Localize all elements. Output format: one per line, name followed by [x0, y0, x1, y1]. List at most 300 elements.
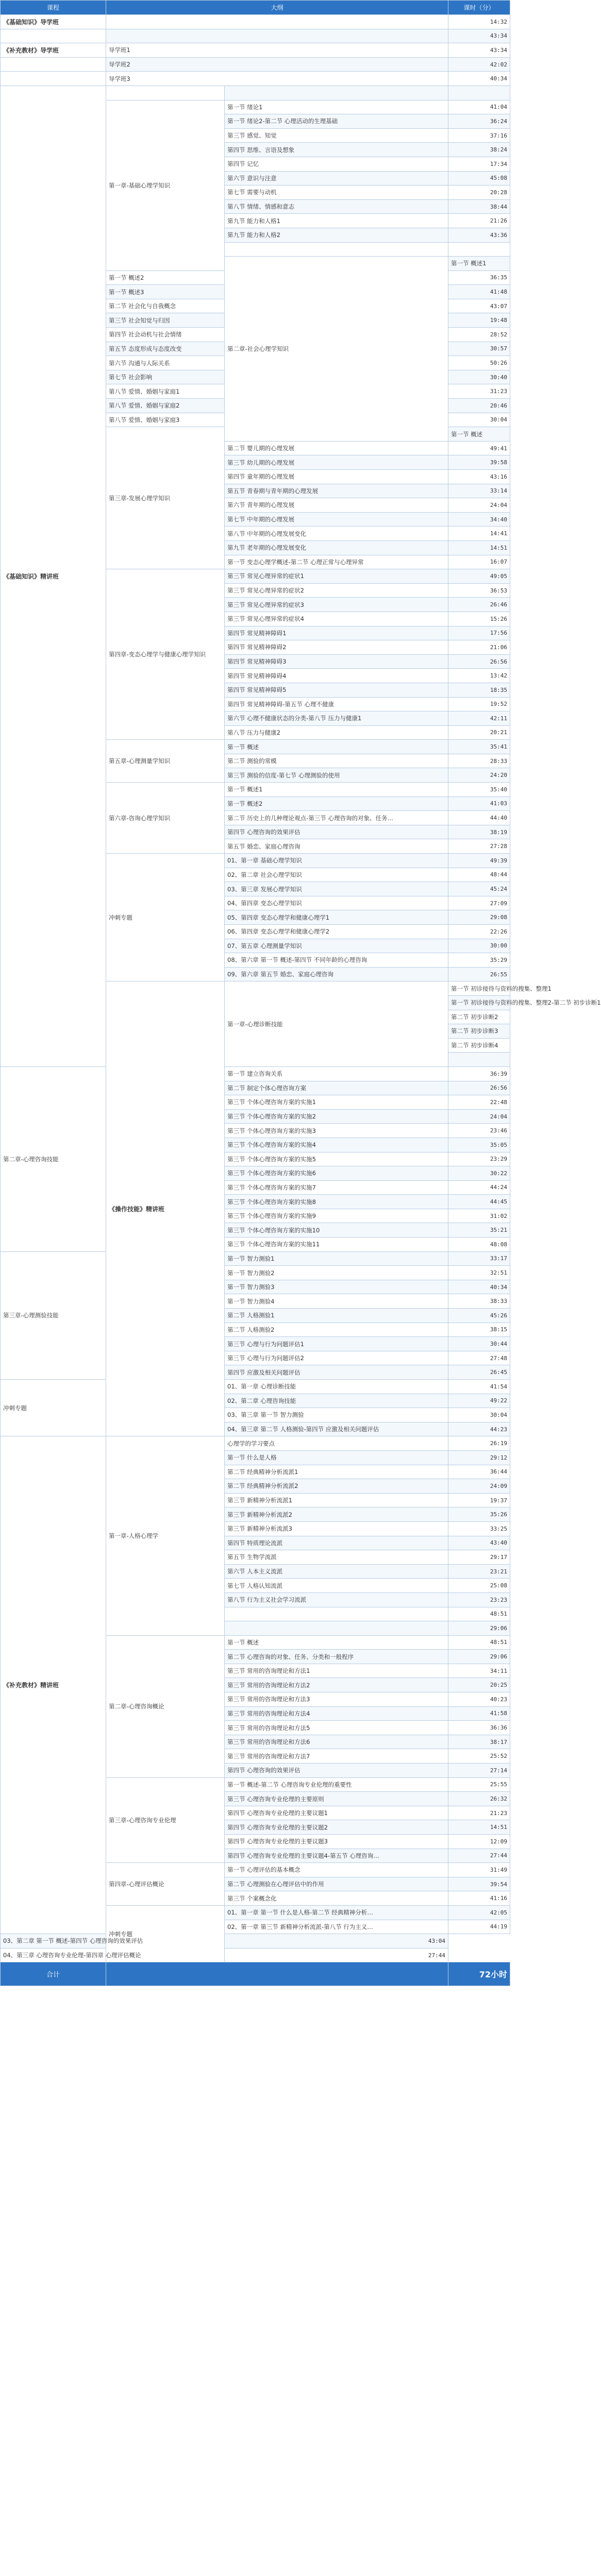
table-row [1, 1251, 510, 1266]
lesson-title-cell: 第一节 初诊接待与资料的搜集、整理2-第二节 初步诊断1 [448, 995, 510, 1010]
duration-cell: 48:51 [448, 1607, 510, 1621]
total-spacer [106, 1962, 448, 1986]
lesson-title-cell: 第一节 变态心理学概述-第二节 心理正常与心理异常 [225, 555, 448, 569]
duration-cell: 35:29 [448, 953, 510, 968]
lesson-title-cell: 第四节 常见精神障碍-第五节 心理不健康 [225, 697, 448, 711]
duration-cell: 40:23 [448, 1692, 510, 1707]
duration-cell: 20:46 [448, 399, 510, 413]
lesson-title-cell: 第三节 心理与行为问题评估2 [225, 1351, 448, 1365]
duration-cell: 41:16 [448, 1891, 510, 1906]
lesson-title-cell: 第二节 初步诊断3 [448, 1024, 510, 1039]
duration-cell: 49:39 [448, 854, 510, 868]
duration-cell: 30:00 [448, 939, 510, 953]
duration-cell: 19:37 [448, 1493, 510, 1507]
lesson-title-cell: 第三节 常用的咨询理论和方法1 [225, 1664, 448, 1678]
lesson-title-cell: 第一节 概述1 [448, 257, 510, 271]
lesson-title-cell: 第三节 新精神分析流派1 [225, 1493, 448, 1507]
duration-cell: 44:23 [448, 1422, 510, 1436]
duration-cell: 38:15 [448, 1323, 510, 1337]
lesson-title-cell: 第二节 初步诊断4 [448, 1038, 510, 1053]
duration-cell: 12:09 [448, 1835, 510, 1849]
duration-cell: 41:54 [448, 1380, 510, 1394]
duration-cell: 35:26 [448, 1507, 510, 1522]
duration-cell: 24:20 [448, 768, 510, 783]
duration-cell: 44:19 [448, 1920, 510, 1934]
duration-cell: 13:42 [448, 669, 510, 683]
duration-cell [448, 86, 510, 100]
duration-cell: 39:58 [448, 455, 510, 470]
duration-cell: 34:40 [448, 512, 510, 527]
duration-cell: 44:40 [448, 811, 510, 825]
lesson-title-cell: 第三节 常用的咨询理论和方法3 [225, 1692, 448, 1707]
duration-cell: 26:46 [448, 598, 510, 612]
lesson-title-cell: 第一节 智力测验4 [225, 1294, 448, 1309]
table-header-row [1, 1, 510, 15]
lesson-title-cell: 第三节 个体心理咨询方案的实施3 [225, 1124, 448, 1138]
lesson-title-cell: 第二节 社会化与自我概念 [106, 299, 225, 313]
duration-cell: 16:07 [448, 555, 510, 569]
chapter-name-cell: 第三章-发展心理学知识 [106, 427, 225, 569]
duration-cell: 38:17 [448, 1735, 510, 1749]
duration-cell: 26:32 [448, 1792, 510, 1806]
duration-cell: 24:04 [448, 1109, 510, 1124]
lesson-title-cell: 第三节 常用的咨询理论和方法7 [225, 1749, 448, 1764]
lesson-title-cell: 第三节 社会知觉与归因 [106, 313, 225, 328]
lesson-title-cell: 第五节 青春期与青年期的心理发展 [225, 484, 448, 498]
total-duration: 72小时 [448, 1962, 510, 1986]
duration-cell: 36:24 [448, 114, 510, 129]
duration-cell: 24:09 [448, 1479, 510, 1494]
duration-cell: 27:44 [448, 1849, 510, 1863]
lesson-title-cell: 02、第一章 第三节 新精神分析流派-第八节 行为主义… [225, 1920, 448, 1934]
chapter-name-cell: 第一章-基础心理学知识 [106, 100, 225, 270]
duration-cell: 40:34 [448, 72, 510, 86]
duration-cell: 27:28 [448, 839, 510, 854]
duration-cell: 36:35 [448, 270, 510, 285]
duration-cell: 49:41 [448, 441, 510, 455]
lesson-title-cell: 第八节 爱情、婚姻与家庭2 [106, 399, 225, 413]
lesson-title-cell [225, 1621, 448, 1636]
lesson-title-cell: 01、第一章 基础心理学知识 [225, 854, 448, 868]
duration-cell: 35:05 [448, 1138, 510, 1152]
duration-cell: 35:40 [448, 783, 510, 797]
lesson-title-cell: 第四节 常见精神障碍1 [225, 626, 448, 640]
lesson-title-cell: 第三节 新精神分析流派3 [225, 1521, 448, 1536]
duration-cell: 44:24 [448, 1180, 510, 1195]
duration-cell: 23:46 [448, 1124, 510, 1138]
lesson-title-cell: 第五节 生物学流派 [225, 1550, 448, 1565]
duration-cell: 30:04 [448, 1408, 510, 1422]
table-row [1, 1066, 510, 1081]
lesson-title-cell: 第四节 心理咨询专业伦理的主要议题3 [225, 1835, 448, 1849]
chapter-name-cell: 第二章-心理咨询概论 [106, 1635, 225, 1777]
lesson-title-cell: 第一节 初诊接待与资料的搜集、整理1 [448, 981, 510, 996]
lesson-title-cell: 第一节 什么是人格 [225, 1450, 448, 1465]
lesson-title-cell: 04、第三章 心理咨询专业伦理-第四章 心理评估概论 [1, 1948, 106, 1962]
duration-cell: 50:26 [448, 356, 510, 370]
duration-cell: 43:16 [448, 470, 510, 484]
duration-cell: 27:14 [448, 1764, 510, 1778]
lesson-title-cell: 第五节 婚恋、家庭心理咨询 [225, 839, 448, 854]
lesson-title-cell: 第八节 爱情、婚姻与家庭3 [106, 413, 225, 427]
chapter-name-cell: 冲刺专题 [1, 1380, 106, 1436]
duration-cell: 22:48 [448, 1095, 510, 1110]
duration-cell: 42:02 [448, 57, 510, 72]
duration-cell: 42:05 [448, 1905, 510, 1920]
lesson-title-cell: 03、第三章 发展心理学知识 [225, 882, 448, 896]
duration-cell: 26:55 [448, 967, 510, 981]
lesson-title-cell: 第九节 能力和人格1 [225, 214, 448, 228]
duration-cell: 43:40 [448, 1536, 510, 1550]
lesson-title-cell: 第二节 人格测验2 [225, 1323, 448, 1337]
duration-cell: 33:17 [448, 1251, 510, 1266]
lesson-title-cell [448, 242, 510, 257]
duration-cell: 41:48 [448, 285, 510, 299]
chapter-name-cell [106, 86, 225, 100]
lesson-title-cell: 第八节 爱情、婚姻与家庭1 [106, 384, 225, 399]
lesson-title-cell: 第八节 中年期的心理发展变化 [225, 527, 448, 541]
duration-cell: 30:04 [448, 413, 510, 427]
duration-cell: 33:14 [448, 484, 510, 498]
duration-cell: 31:02 [448, 1209, 510, 1223]
lesson-title-cell: 第三节 常见心理异常的症状3 [225, 598, 448, 612]
lesson-title-cell: 第九节 老年期的心理发展变化 [225, 540, 448, 555]
chapter-name-cell: 第一章-心理诊断技能 [225, 981, 448, 1067]
table-row [1, 29, 510, 43]
lesson-title-cell: 第四节 常见精神障碍5 [225, 683, 448, 697]
chapter-name-cell: 第三章-心理咨询专业伦理 [106, 1777, 225, 1863]
duration-cell: 39:54 [448, 1877, 510, 1891]
lesson-title-cell: 第一节 智力测验1 [225, 1251, 448, 1266]
lesson-title-cell: 第四节 常见精神障碍3 [225, 654, 448, 669]
duration-cell: 37:16 [448, 128, 510, 143]
duration-cell: 43:07 [448, 299, 510, 313]
table-row [1, 1948, 510, 1962]
duration-column-header: 课时（分） [448, 1, 510, 15]
chapter-name-cell: 第二章-心理咨询技能 [1, 1066, 106, 1251]
course-name-cell: 《基础知识》导学班 [1, 15, 106, 29]
duration-cell: 41:04 [448, 100, 510, 114]
duration-cell: 18:35 [448, 683, 510, 697]
duration-cell: 44:45 [448, 1195, 510, 1209]
table-row [1, 57, 510, 72]
lesson-title-cell: 第三节 常见心理异常的症状1 [225, 569, 448, 584]
total-label: 合计 [1, 1962, 106, 1986]
duration-cell: 26:45 [448, 1365, 510, 1380]
table-row [1, 72, 510, 86]
duration-cell: 43:36 [448, 228, 510, 242]
lesson-title-cell: 第二节 人格测验1 [225, 1309, 448, 1323]
lesson-title-cell: 第三节 常用的咨询理论和方法2 [225, 1678, 448, 1692]
lesson-title-cell: 03、第二章 第一节 概述-第四节 心理咨询的效果评估 [1, 1934, 106, 1948]
lesson-title-cell: 第一节 概述-第二节 心理咨询专业伦理的重要性 [225, 1777, 448, 1792]
lesson-title-cell: 第三节 个体心理咨询方案的实施10 [225, 1223, 448, 1238]
lesson-title-cell: 第五节 态度形成与态度改变 [106, 342, 225, 356]
duration-cell: 30:44 [448, 1337, 510, 1351]
duration-cell: 30:57 [448, 342, 510, 356]
duration-cell: 32:51 [448, 1266, 510, 1280]
duration-cell: 29:08 [448, 910, 510, 925]
lesson-title-cell: 第一节 概述 [225, 1635, 448, 1650]
lesson-title-cell: 第三节 常用的咨询理论和方法4 [225, 1706, 448, 1721]
duration-cell: 34:11 [448, 1664, 510, 1678]
duration-cell: 31:49 [448, 1863, 510, 1877]
lesson-title-cell: 第八节 行为主义社会学习流派 [225, 1592, 448, 1607]
lesson-title-cell: 04、第三章 第二节 人格测验-第四节 应激及相关问题评估 [225, 1422, 448, 1436]
lesson-title-cell: 08、第六章 第一节 概述-第四节 不同年龄的心理咨询 [225, 953, 448, 968]
lesson-title-cell: 第四节 应激及相关问题评估 [225, 1365, 448, 1380]
lesson-title-cell: 第四节 心理咨询的效果评估 [225, 1764, 448, 1778]
duration-cell: 23:29 [448, 1152, 510, 1166]
lesson-title-cell [106, 15, 448, 29]
duration-cell: 20:21 [448, 725, 510, 740]
duration-cell: 14:41 [448, 527, 510, 541]
duration-cell: 36:36 [448, 1721, 510, 1735]
duration-cell: 14:51 [448, 540, 510, 555]
duration-cell: 35:21 [448, 1223, 510, 1238]
chapter-name-cell [225, 242, 448, 257]
duration-cell: 29:06 [448, 1650, 510, 1664]
table-row [1, 15, 510, 29]
lesson-title-cell: 第四节 心理咨询的效果评估 [225, 825, 448, 839]
lesson-title-cell [225, 86, 448, 100]
duration-cell: 40:34 [448, 1280, 510, 1294]
chapter-name-cell: 冲刺专题 [106, 1905, 225, 1962]
lesson-title-cell: 第四节 心理咨询专业伦理的主要议题2 [225, 1820, 448, 1835]
table-row [1, 1436, 510, 1451]
duration-cell: 26:56 [448, 1081, 510, 1095]
lesson-title-cell: 第一节 建立咨询关系 [225, 1066, 448, 1081]
lesson-title-cell: 第七节 中年期的心理发展 [225, 512, 448, 527]
lesson-title-cell: 第四节 社会动机与社会情绪 [106, 328, 225, 342]
chapter-name-cell: 第三章-心理测验技能 [1, 1251, 106, 1379]
lesson-title-cell: 第一节 概述 [448, 427, 510, 442]
lesson-title-cell: 第三节 测验的信度-第七节 心理测验的使用 [225, 768, 448, 783]
course-name-cell: 《补充教材》精讲班 [1, 1436, 106, 1934]
duration-cell: 38:44 [448, 199, 510, 214]
table-row [1, 1934, 510, 1948]
duration-cell: 49:22 [448, 1394, 510, 1408]
lesson-title-cell: 第八节 压力与健康2 [225, 725, 448, 740]
lesson-title-cell: 03、第三章 第一节 智力测验 [225, 1408, 448, 1422]
duration-cell: 36:53 [448, 583, 510, 598]
lesson-title-cell: 第一节 心理评估的基本概念 [225, 1863, 448, 1877]
outline-column-header: 大纲 [106, 1, 448, 15]
duration-cell: 48:51 [448, 1635, 510, 1650]
lesson-title-cell: 第三节 个体心理咨询方案的实施11 [225, 1238, 448, 1252]
lesson-title-cell: 02、第二章 心理咨询技能 [225, 1394, 448, 1408]
lesson-title-cell: 第三节 个案概念化 [225, 1891, 448, 1906]
duration-cell: 45:26 [448, 1309, 510, 1323]
lesson-title-cell: 第六节 青年期的心理发展 [225, 498, 448, 513]
duration-cell: 38:19 [448, 825, 510, 839]
lesson-title-cell: 第三节 个体心理咨询方案的实施8 [225, 1195, 448, 1209]
lesson-title-cell: 第六节 沟通与人际关系 [106, 356, 225, 370]
duration-cell: 28:33 [448, 754, 510, 768]
table-row [1, 86, 510, 100]
lesson-title-cell: 01、第一章 心理诊断技能 [225, 1380, 448, 1394]
duration-cell: 43:34 [448, 43, 510, 58]
lesson-title-cell: 01、第一章 第一节 什么是人格-第二节 经典精神分析… [225, 1905, 448, 1920]
duration-cell: 49:05 [448, 569, 510, 584]
lesson-title-cell [106, 29, 448, 43]
duration-cell: 23:21 [448, 1564, 510, 1579]
course-name-cell [1, 72, 106, 86]
lesson-title-cell: 02、第二章 社会心理学知识 [225, 868, 448, 882]
lesson-title-cell: 07、第五章 心理测量学知识 [225, 939, 448, 953]
lesson-title-cell: 第八节 情绪、情感和意志 [225, 199, 448, 214]
duration-cell: 27:48 [448, 1351, 510, 1365]
table-row [1, 43, 510, 58]
duration-cell: 27:09 [448, 896, 510, 910]
course-name-cell [1, 29, 106, 43]
course-name-cell: 《操作技能》精讲班 [106, 981, 225, 1436]
duration-cell: 17:34 [448, 157, 510, 171]
lesson-title-cell: 第九节 能力和人格2 [225, 228, 448, 242]
chapter-name-cell: 第五章-心理测量学知识 [106, 740, 225, 783]
lesson-title-cell: 第三节 常见心理异常的症状4 [225, 612, 448, 626]
lesson-title-cell: 第三节 个体心理咨询方案的实施5 [225, 1152, 448, 1166]
lesson-title-cell: 第三节 个体心理咨询方案的实施7 [225, 1180, 448, 1195]
lesson-title-cell: 心理学的学习要点 [225, 1436, 448, 1451]
lesson-title-cell: 05、第四章 变态心理学和健康心理学1 [225, 910, 448, 925]
lesson-title-cell: 第三节 心理咨询专业伦理的主要原则 [225, 1792, 448, 1806]
duration-cell: 30:40 [448, 370, 510, 384]
duration-cell: 45:08 [448, 171, 510, 185]
lesson-title-cell: 第一节 绪论2-第二节 心理活动的生理基础 [225, 114, 448, 129]
duration-cell: 28:52 [448, 328, 510, 342]
duration-cell: 20:25 [448, 1678, 510, 1692]
lesson-title-cell: 第三节 个体心理咨询方案的实施4 [225, 1138, 448, 1152]
chapter-name-cell: 第一章-人格心理学 [106, 1436, 225, 1635]
lesson-title-cell: 第一节 概述 [225, 740, 448, 754]
duration-cell: 14:32 [448, 15, 510, 29]
lesson-title-cell: 第三节 常用的咨询理论和方法5 [225, 1721, 448, 1735]
duration-cell: 25:55 [448, 1777, 510, 1792]
duration-cell: 41:58 [448, 1706, 510, 1721]
lesson-title-cell: 第四节 童年期的心理发展 [225, 470, 448, 484]
duration-cell: 29:12 [448, 1450, 510, 1465]
lesson-title-cell: 06、第四章 变态心理学和健康心理学2 [225, 925, 448, 939]
course-name-cell: 《基础知识》精讲班 [1, 86, 106, 1066]
chapter-name-cell: 第四章-心理评估概论 [106, 1863, 225, 1906]
duration-cell: 21:23 [448, 1806, 510, 1820]
lesson-title-cell: 第三节 个体心理咨询方案的实施2 [225, 1109, 448, 1124]
duration-cell: 43:34 [448, 29, 510, 43]
lesson-title-cell: 第三节 新精神分析流派2 [225, 1507, 448, 1522]
duration-cell: 23:23 [448, 1592, 510, 1607]
lesson-title-cell: 第四节 常见精神障碍4 [225, 669, 448, 683]
lesson-title-cell: 09、第六章 第五节 婚恋、家庭心理咨询 [225, 967, 448, 981]
duration-cell: 17:56 [448, 626, 510, 640]
lesson-title-cell: 第七节 需要与动机 [225, 185, 448, 200]
lesson-title-cell: 导学班2 [106, 57, 448, 72]
lesson-title-cell: 导学班1 [106, 43, 448, 58]
duration-cell: 19:52 [448, 697, 510, 711]
duration-cell: 36:44 [448, 1465, 510, 1479]
lesson-title-cell: 第七节 人格认知流派 [225, 1579, 448, 1593]
lesson-title-cell: 第二节 心理测验在心理评估中的作用 [225, 1877, 448, 1891]
lesson-title-cell: 第二节 经典精神分析流派1 [225, 1465, 448, 1479]
lesson-title-cell: 第四节 常见精神障碍2 [225, 640, 448, 655]
chapter-name-cell: 第四章-变态心理学与健康心理学知识 [106, 569, 225, 740]
lesson-title-cell: 第一节 概述1 [225, 783, 448, 797]
lesson-title-cell: 第六节 心理不健康状态的分类-第八节 压力与健康1 [225, 711, 448, 726]
duration-cell: 25:52 [448, 1749, 510, 1764]
lesson-title-cell: 第四节 心理咨询专业伦理的主要议题4-第五节 心理咨询… [225, 1849, 448, 1863]
lesson-title-cell: 第二节 初步诊断2 [448, 1010, 510, 1024]
lesson-title-cell: 第四节 心理咨询专业伦理的主要议题1 [225, 1806, 448, 1820]
lesson-title-cell: 第一节 概述2 [106, 270, 225, 285]
duration-cell: 25:08 [448, 1579, 510, 1593]
lesson-title-cell: 第一节 智力测验2 [225, 1266, 448, 1280]
lesson-title-cell: 第二节 心理咨询的对象、任务、分类和一般程序 [225, 1650, 448, 1664]
duration-cell: 43:04 [225, 1934, 448, 1948]
table-row [1, 1380, 510, 1394]
lesson-title-cell: 第二节 经典精神分析流派2 [225, 1479, 448, 1494]
lesson-title-cell: 第三节 常见心理异常的症状2 [225, 583, 448, 598]
lesson-title-cell: 第三节 常用的咨询理论和方法6 [225, 1735, 448, 1749]
duration-cell: 45:24 [448, 882, 510, 896]
lesson-title-cell: 第一节 概述3 [106, 285, 225, 299]
lesson-title-cell: 第一节 绪论1 [225, 100, 448, 114]
lesson-title-cell [448, 1053, 510, 1067]
duration-cell: 41:03 [448, 796, 510, 811]
lesson-title-cell: 第三节 感觉、知觉 [225, 128, 448, 143]
lesson-title-cell: 第三节 个体心理咨询方案的实施1 [225, 1095, 448, 1110]
duration-cell: 14:51 [448, 1820, 510, 1835]
lesson-title-cell: 第四节 记忆 [225, 157, 448, 171]
duration-cell: 48:44 [448, 868, 510, 882]
lesson-title-cell: 第二节 婴儿期的心理发展 [225, 441, 448, 455]
duration-cell: 29:06 [448, 1621, 510, 1636]
duration-cell: 15:26 [448, 612, 510, 626]
duration-cell: 27:44 [225, 1948, 448, 1962]
duration-cell: 36:39 [448, 1066, 510, 1081]
course-column-header: 课程 [1, 1, 106, 15]
duration-cell: 38:24 [448, 143, 510, 157]
duration-cell: 21:06 [448, 640, 510, 655]
lesson-title-cell: 第二节 测验的常模 [225, 754, 448, 768]
duration-cell: 24:04 [448, 498, 510, 513]
duration-cell: 48:08 [448, 1238, 510, 1252]
course-name-cell: 《补充教材》导学班 [1, 43, 106, 58]
lesson-title-cell: 第二节 制定个体心理咨询方案 [225, 1081, 448, 1095]
lesson-title-cell: 04、第四章 变态心理学知识 [225, 896, 448, 910]
chapter-name-cell: 冲刺专题 [106, 854, 225, 981]
course-name-cell [1, 57, 106, 72]
lesson-title-cell: 第三节 心理与行为问题评估1 [225, 1337, 448, 1351]
duration-cell: 38:33 [448, 1294, 510, 1309]
total-row [1, 1962, 510, 1986]
chapter-name-cell: 第二章-社会心理学知识 [225, 257, 448, 442]
lesson-title-cell: 第三节 个体心理咨询方案的实施6 [225, 1166, 448, 1181]
duration-cell: 21:26 [448, 214, 510, 228]
lesson-title-cell: 第六节 意识与注意 [225, 171, 448, 185]
lesson-title-cell: 第六节 人本主义流派 [225, 1564, 448, 1579]
lesson-title-cell: 第三节 个体心理咨询方案的实施9 [225, 1209, 448, 1223]
lesson-title-cell: 第一节 智力测验3 [225, 1280, 448, 1294]
duration-cell: 33:25 [448, 1521, 510, 1536]
lesson-title-cell: 导学班3 [106, 72, 448, 86]
duration-cell: 35:41 [448, 740, 510, 754]
lesson-title-cell: 第一节 概述2 [225, 796, 448, 811]
duration-cell: 22:26 [448, 925, 510, 939]
lesson-title-cell: 第三节 幼儿期的心理发展 [225, 455, 448, 470]
chapter-name-cell: 第六章-咨询心理学知识 [106, 783, 225, 854]
lesson-title-cell [225, 1607, 448, 1621]
duration-cell: 31:23 [448, 384, 510, 399]
